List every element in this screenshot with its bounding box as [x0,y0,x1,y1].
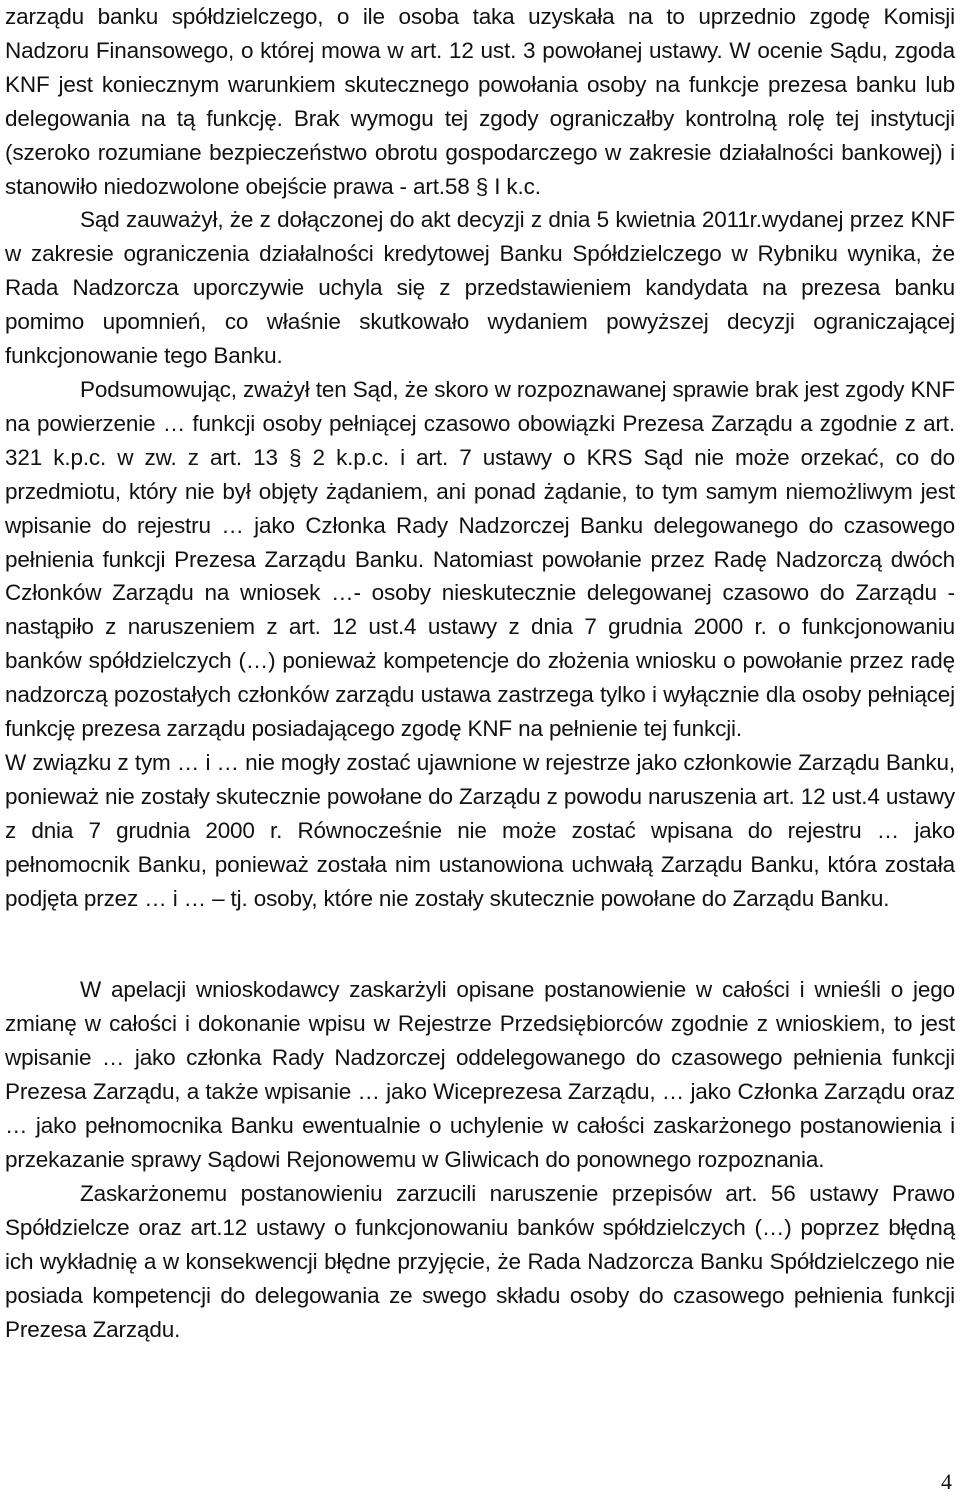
paragraph-gap [5,915,955,973]
paragraph-summary: Podsumowując, zważył ten Sąd, że skoro w rozpoznawanej sprawie brak jest zgody KNF na powierzenie … funkcji osoby pełniącej czasowo obowiązki Prezesa Zarządu a zgodnie z art. 321 k.p.c. w zw. z art. 13 § 2 k.p.c. i art. 7 ustawy o KRS Sąd nie może orzekać, co do przedmiotu, który nie był objęty żądaniem, ani ponad żądanie, to tym samym niemożliwym jest wpisanie do rejestru … jako Członka Rady Nadzorczej Banku delegowanego do czasowego pełnienia funkcji Prezesa Zarządu Banku. Natomiast powołanie przez Radę Nadzorczą dwóch Członków Zarządu na wniosek …- osoby nieskutecznie delegowanej czasowo do Zarządu - nastąpiło z naruszeniem z art. 12 ust.4 ustawy z dnia 7 grudnia 2000 r. o funkcjonowaniu banków spółdzielczych (…) ponieważ kompetencje do złożenia wniosku o powołanie przez radę nadzorczą pozostałych członków zarządu ustawa zastrzega tylko i wyłącznie dla osoby pełniącej funkcję prezesa zarządu posiadającego zgodę KNF na pełnienie tej funkcji. [5,376,955,742]
paragraph-charges: Zaskarżonemu postanowieniu zarzucili naruszenie przepisów art. 56 ustawy Prawo Spółdzielcze oraz art.12 ustawy o funkcjonowaniu banków spółdzielczych (…) poprzez błędną ich wykładnię a w konsekwencji błędne przyjęcie, że Rada Nadzorcza Banku Spółdzielczego nie posiada kompetencji do delegowania ze swego składu osoby do czasowego pełnienia funkcji Prezesa Zarządu. [5,1180,955,1342]
paragraph-knf-decision: Sąd zauważył, że z dołączonej do akt decyzji z dnia 5 kwietnia 2011r.wydanej przez KNF w zakresie ograniczenia działalności kredytowej Banku Spółdzielczego w Rybniku wynika, że Rada Nadzorcza uporczywie uchyla się z przedstawieniem kandydata na prezesa banku pomimo upomnień, co właśnie skutkowało wydaniem powyższej decyzji ograniczającej funkcjonowanie tego Banku. [5,207,955,369]
paragraph-appeal: W apelacji wnioskodawcy zaskarżyli opisane postanowienie w całości i wnieśli o jego zmianę w całości i dokonanie wpisu w Rejestrze Przedsiębiorców zgodnie z wnioskiem, to jest wpisanie … jako członka Rady Nadzorczej oddelegowanego do czasowego pełnienia funkcji Prezesa Zarządu, a także wpisanie … jako Wiceprezesa Zarządu, … jako Członka Zarządu oraz … jako pełnomocnika Banku ewentualnie o uchylenie w całości zaskarżonego postanowienia i przekazanie sprawy Sądowi Rejonowemu w Gliwicach do ponownego rozpoznania. [5,977,955,1172]
paragraph-board-members: W związku z tym … i … nie mogły zostać ujawnione w rejestrze jako członkowie Zarządu Banku, ponieważ nie zostały skutecznie powołane do Zarządu z powodu naruszenia art. 12 ust.4 ustawy z dnia 7 grudnia 2000 r. Równocześnie nie może zostać wpisana do rejestru … jako pełnomocnik Banku, ponieważ została nim ustanowiona uchwałą Zarządu Banku, która została podjęta przez … i … – tj. osoby, które nie zostały skutecznie powołane do Zarządu Banku. [5,749,955,911]
document-body [5,0,955,1346]
paragraph-knf-consent: zarządu banku spółdzielczego, o ile osoba taka uzyskała na to uprzednio zgodę Komisji Nadzoru Finansowego, o której mowa w art. 12 ust. 3 powołanej ustawy. W ocenie Sądu, zgoda KNF jest koniecznym warunkiem skutecznego powołania osoby na funkcje prezesa banku lub delegowania na tą funkcję. Brak wymogu tej zgody ograniczałby kontrolną rolę tej instytucji (szeroko rozumiane bezpieczeństwo obrotu gospodarczego w zakresie działalności bankowej) i stanowiło niedozwolone obejście prawa - art.58 § I k.c. [5,4,955,199]
page-number: 4 [941,1469,952,1494]
